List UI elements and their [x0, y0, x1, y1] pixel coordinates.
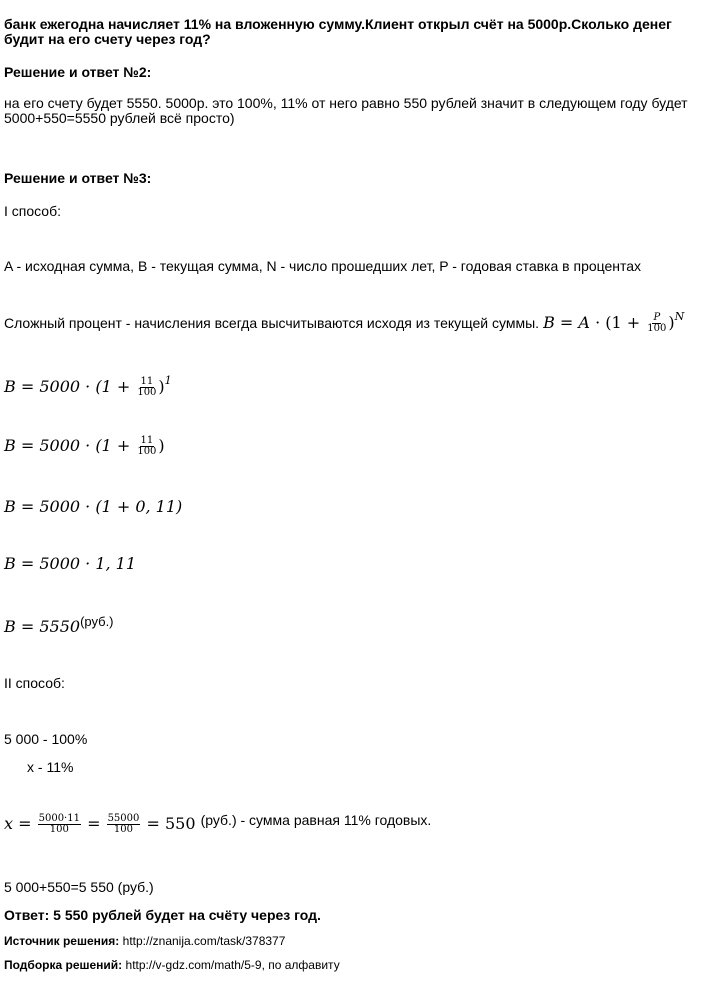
- solution-2-text: на его счету будет 5550. 5000р. это 100%, 11% от него равно 550 рублей значит в следующем году будет 5000+550=5550 рублей всё просто): [4, 95, 688, 126]
- source-label: Источник решения:: [4, 934, 120, 948]
- sum-line: 5 000+550=5 550 (руб.): [4, 879, 154, 895]
- step-2-formula: B = 5000 · (1 + $\frac{11}{100}$ ): [4, 435, 165, 457]
- calc-formula: x = $\frac{5000\cdot 11}{100}$ = $\frac{55000}{100}$ = 550: [4, 813, 196, 835]
- step-4-formula: B = 5000 · 1, 11: [4, 554, 137, 573]
- question-text: банк ежегодна начисляет 11% на вложенную сумму.Клиент открыл счёт на 5000р.Сколько денег будит на его счету через год?: [4, 16, 672, 47]
- compound-interest-line: [4, 310, 684, 334]
- solution-3-heading: Решение и ответ №3:: [4, 170, 152, 186]
- solution-2-heading: Решение и ответ №2:: [4, 64, 152, 80]
- source-link[interactable]: http://znanija.com/task/378377: [122, 934, 286, 948]
- collection-line: [4, 958, 340, 972]
- step-3-formula: B = 5000 · (1 + 0, 11): [4, 497, 183, 516]
- compound-text: Сложный процент - начисления всегда высчитываются исходя из текущей суммы.: [4, 315, 540, 331]
- collection-link[interactable]: http://v-gdz.com/math/5-9, по алфавиту: [125, 958, 340, 972]
- proportion-line-1: 5 000 - 100%: [4, 731, 88, 747]
- proportion-line-2: x - 11%: [27, 759, 74, 775]
- definitions-text: A - исходная сумма, B - текущая сумма, N - число прошедших лет, P - годовая ставка в процентах: [4, 258, 642, 274]
- method-1-label: I способ:: [4, 203, 61, 219]
- answer-line: Ответ: 5 550 рублей будет на счёту через год.: [4, 907, 321, 923]
- compound-formula: B = A · (1 + $\frac{P}{100}$ )$^N$: [543, 310, 685, 334]
- collection-label: Подборка решений:: [4, 958, 123, 972]
- source-line: [4, 934, 285, 948]
- step-1-formula: B = 5000 · (1 + $\frac{11}{100}$ )$^1$: [4, 374, 172, 398]
- calc-tail: (руб.) - сумма равная 11% годовых.: [200, 812, 432, 828]
- calc-line: [4, 812, 431, 835]
- step-5-formula: $B = 5550^{(руб.)}$: [4, 614, 114, 636]
- method-2-label: II способ:: [4, 675, 65, 691]
